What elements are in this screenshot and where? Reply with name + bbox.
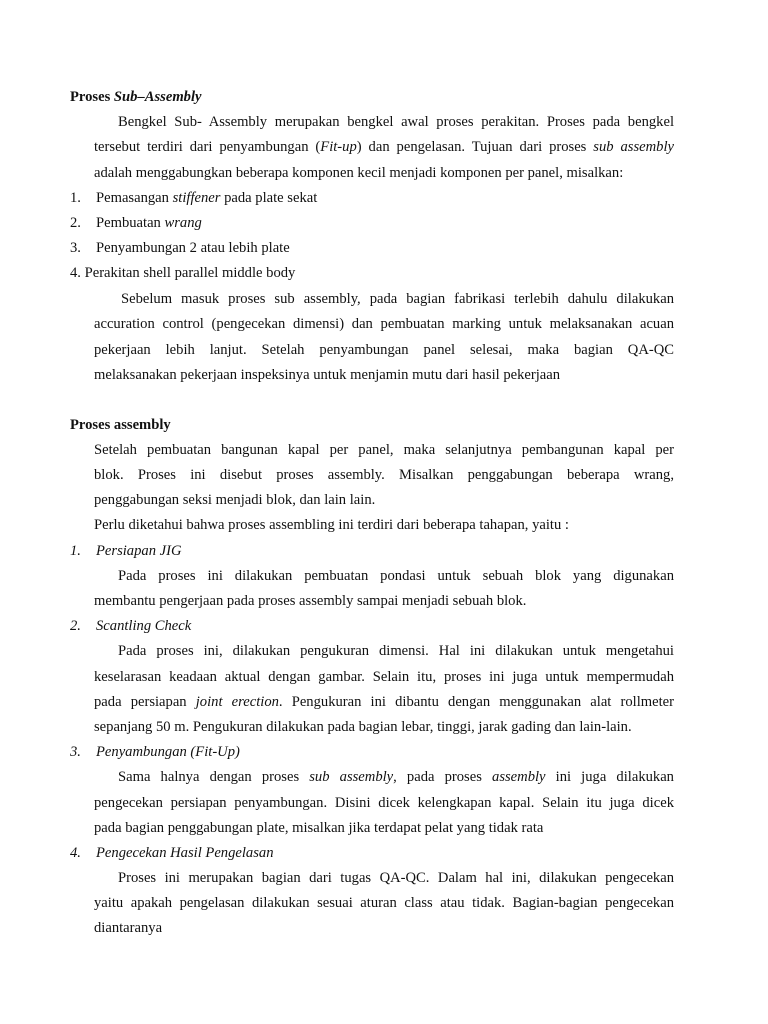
paragraph-line: Sebelum masuk proses sub assembly, pada bagian fabrikasi terlebih dahulu dilakukan <box>121 291 674 307</box>
italic-run: sub assembly <box>593 139 674 155</box>
paragraph-line: pekerjaan lebih lanjut. Setelah penyambungan panel selesai, maka bagian QA-QC <box>94 342 674 358</box>
text-run: Pemasangan <box>96 190 173 206</box>
list-number: 1. <box>70 190 81 206</box>
paragraph-line: Setelah pembuatan bangunan kapal per panel, maka selanjutnya pembangunan kapal per <box>94 442 674 458</box>
paragraph-line: keselarasan keadaan aktual dengan gambar. Selain itu, proses ini juga untuk mempermudah <box>94 669 674 685</box>
step-heading <box>70 745 240 760</box>
step-title: Persiapan JIG <box>96 543 182 559</box>
paragraph-line: pada bagian penggabungan plate, misalkan jika terdapat pelat yang tidak rata <box>94 820 544 836</box>
section-heading-sub-assembly <box>70 90 202 105</box>
step-title: Penyambungan (Fit-Up) <box>96 744 240 760</box>
text-run: pada persiapan <box>94 694 196 710</box>
text-run: . Pengukuran ini dibantu dengan menggunakan alat rollmeter <box>278 694 674 710</box>
step-heading <box>70 619 191 634</box>
section-heading-assembly: Proses assembly <box>70 417 171 433</box>
italic-run: Fit-up <box>320 139 357 155</box>
list-number: 3. <box>70 240 81 256</box>
list-item <box>70 216 202 231</box>
paragraph-line: Perlu diketahui bahwa proses assembling ini terdiri dari beberapa tahapan, yaitu : <box>94 517 569 533</box>
paragraph-line <box>94 140 674 155</box>
list-item <box>70 191 317 206</box>
paragraph-line: Pada proses ini dilakukan pembuatan pondasi untuk sebuah blok yang digunakan <box>118 568 674 584</box>
step-number: 2. <box>70 618 81 634</box>
paragraph-line: pengecekan persiapan penyambungan. Disini dicek kelengkapan kapal. Selain itu juga dicek <box>94 795 674 811</box>
step-heading <box>70 544 182 559</box>
list-number: 2. <box>70 215 81 231</box>
paragraph-line: melaksanakan pekerjaan inspeksinya untuk menjamin mutu dari hasil pekerjaan <box>94 367 561 383</box>
heading-text: Proses <box>70 89 114 105</box>
italic-run: joint erection <box>195 694 279 710</box>
text-run: ) dan pengelasan. Tujuan dari proses <box>356 139 594 155</box>
paragraph-line: Pada proses ini, dilakukan pengukuran dimensi. Hal ini dilakukan untuk mengetahui <box>118 643 674 659</box>
paragraph-line: diantaranya <box>94 920 163 936</box>
paragraph-line: blok. Proses ini disebut proses assembly. Misalkan penggabungan beberapa wrang, <box>94 467 674 483</box>
italic-run: assembly <box>492 769 546 785</box>
italic-run: wrang <box>164 215 202 231</box>
step-number: 3. <box>70 744 81 760</box>
heading-italic-text: Sub–Assembly <box>113 89 202 105</box>
paragraph-line: accuration control (pengecekan dimensi) dan pembuatan marking untuk melaksanakan acuan <box>94 316 674 332</box>
text-run: Penyambungan 2 atau lebih plate <box>96 240 290 256</box>
step-number: 4. <box>70 845 81 861</box>
paragraph-line: Bengkel Sub- Assembly merupakan bengkel awal proses perakitan. Proses pada bengkel <box>118 114 674 130</box>
list-item <box>70 241 290 256</box>
paragraph-line: Proses ini merupakan bagian dari tugas QA-QC. Dalam hal ini, dilakukan pengecekan <box>118 870 674 886</box>
text-run: Pembuatan <box>96 215 165 231</box>
text-run: , pada proses <box>393 769 493 785</box>
text-run: tersebut terdiri dari penyambungan ( <box>94 139 321 155</box>
paragraph-line <box>118 770 674 785</box>
paragraph-line: yaitu apakah pengelasan dilakukan sesuai aturan class atau tidak. Bagian-bagian pengecekan <box>94 895 674 911</box>
paragraph-line: adalah menggabungkan beberapa komponen kecil menjadi komponen per panel, misalkan: <box>94 165 624 181</box>
paragraph-line: penggabungan seksi menjadi blok, dan lain lain. <box>94 492 376 508</box>
paragraph-line: membantu pengerjaan pada proses assembly sampai menjadi sebuah blok. <box>94 593 527 609</box>
paragraph-line: sepanjang 50 m. Pengukuran dilakukan pada bagian lebar, tinggi, jarak gading dan lain-lain. <box>94 719 632 735</box>
step-title: Scantling Check <box>96 618 192 634</box>
paragraph-line <box>94 695 674 710</box>
step-title: Pengecekan Hasil Pengelasan <box>96 845 274 861</box>
italic-run: sub assembly <box>309 769 394 785</box>
italic-run: stiffener <box>172 190 221 206</box>
text-run: pada plate sekat <box>220 190 318 206</box>
text-run: ini juga dilakukan <box>545 769 674 785</box>
list-item: 4. Perakitan shell parallel middle body <box>70 265 296 281</box>
step-heading <box>70 846 274 861</box>
step-number: 1. <box>70 543 81 559</box>
text-run: Sama halnya dengan proses <box>118 769 310 785</box>
